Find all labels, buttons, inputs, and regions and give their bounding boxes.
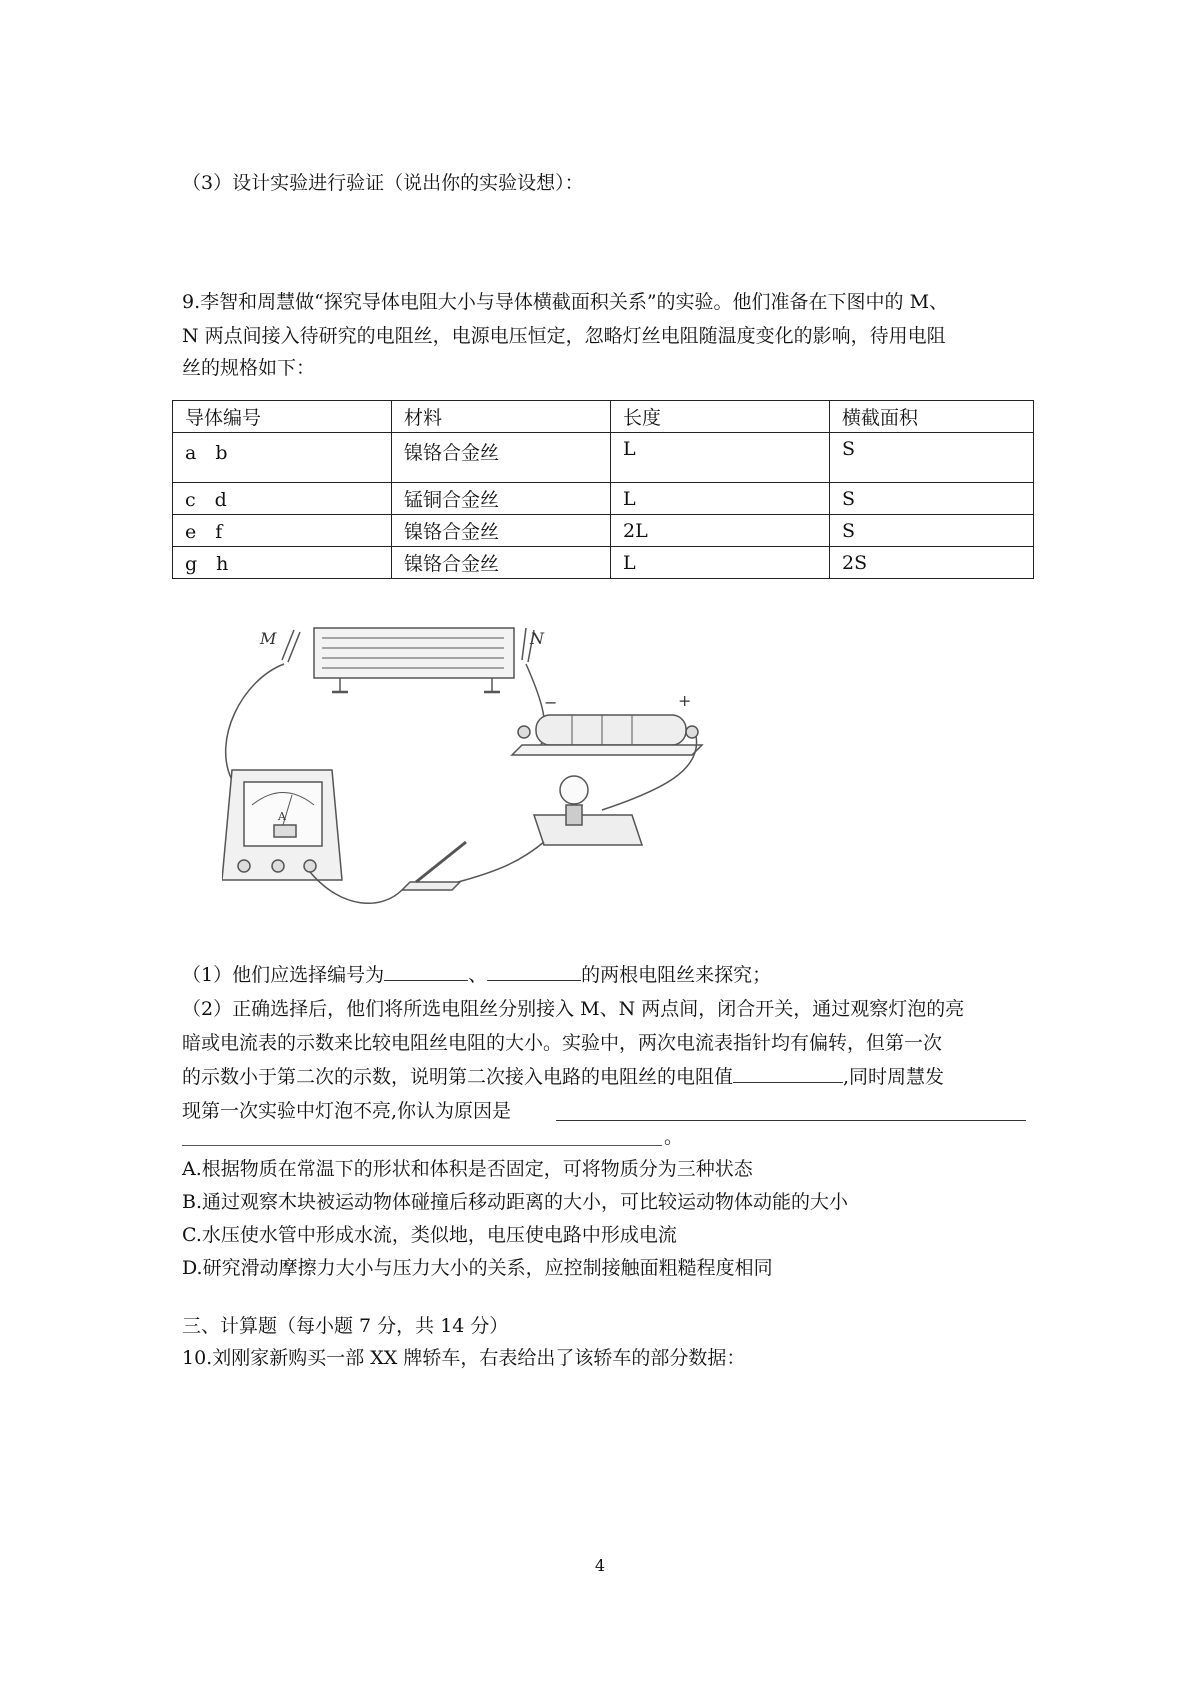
- option-b: B.通过观察木块被运动物体碰撞后移动距离的大小，可比较运动物体动能的大小: [182, 1191, 849, 1213]
- clip-m: [282, 630, 300, 662]
- cell-material: 镍铬合金丝: [392, 433, 611, 483]
- table-row: [173, 547, 1034, 579]
- resistance-wire-table: [172, 400, 1034, 579]
- cell-length: L: [611, 433, 830, 483]
- header-material: 材料: [392, 401, 611, 433]
- wire-left: [226, 664, 284, 780]
- table-row: [173, 483, 1034, 515]
- switch-lever: [416, 842, 466, 882]
- battery: [536, 715, 686, 745]
- answer-blank-4-cont[interactable]: [182, 1145, 662, 1146]
- option-a: A.根据物质在常温下的形状和体积是否固定，可将物质分为三种状态: [182, 1158, 753, 1180]
- option-c: C.水压使水管中形成水流，类似地，电压使电路中形成电流: [182, 1224, 677, 1246]
- q9-part2-line-2: 暗或电流表的示数来比较电阻丝电阻的大小。实验中，两次电流表指针均有偏转，但第一次: [182, 1032, 943, 1054]
- q9-stem-line-2: N 两点间接入待研究的电阻丝，电源电压恒定，忽略灯丝电阻随温度变化的影响，待用电阻: [182, 325, 946, 347]
- switch-base: [402, 882, 460, 890]
- label-ammeter: A: [278, 810, 286, 823]
- cell-area: S: [830, 483, 1034, 515]
- answer-blank-2[interactable]: [487, 962, 581, 981]
- q10-stem: 10.刘刚家新购买一部 XX 牌轿车，右表给出了该轿车的部分数据：: [182, 1347, 746, 1369]
- cell-length: L: [611, 547, 830, 579]
- q9-stem-line-1: 9.李智和周慧做“探究导体电阻大小与导体横截面积关系”的实验。他们准备在下图中的 M、: [182, 291, 949, 313]
- cell-area: 2S: [830, 547, 1034, 579]
- cell-material: 锰铜合金丝: [392, 483, 611, 515]
- cell-length: 2L: [611, 515, 830, 547]
- table-row: [173, 433, 1034, 483]
- q9-part2-line-3: [182, 1064, 944, 1090]
- label-m: M: [260, 629, 277, 648]
- cell-material: 镍铬合金丝: [392, 547, 611, 579]
- answer-blank-1[interactable]: [384, 962, 468, 981]
- q9-part2-line-1: （2）正确选择后，他们将所选电阻丝分别接入 M、N 两点间，闭合开关，通过观察灯泡的亮: [182, 998, 965, 1020]
- cell-length: L: [611, 483, 830, 515]
- cell-id: g h: [173, 547, 392, 579]
- part2-end-mark: 。: [664, 1126, 684, 1148]
- lamp-base: [534, 815, 642, 845]
- cell-id: c d: [173, 483, 392, 515]
- part1-separator: 、: [468, 964, 488, 986]
- table-row: [173, 515, 1034, 547]
- part1-prefix: （1）他们应选择编号为: [182, 964, 385, 986]
- circuit-diagram: [222, 620, 812, 920]
- option-d: D.研究滑动摩擦力大小与压力大小的关系，应控制接触面粗糙程度相同: [182, 1257, 773, 1279]
- cell-material: 镍铬合金丝: [392, 515, 611, 547]
- cell-area: S: [830, 433, 1034, 483]
- page-number: 4: [594, 1556, 606, 1575]
- header-length: 长度: [611, 401, 830, 433]
- answer-blank-4[interactable]: [556, 1100, 1026, 1121]
- table-header-row: [173, 401, 1034, 433]
- label-plus: +: [678, 691, 692, 710]
- cell-area: S: [830, 515, 1034, 547]
- q9-part2-line-4: 现第一次实验中灯泡不亮,你认为原因是: [182, 1100, 512, 1122]
- cell-id: a b: [173, 433, 392, 483]
- part2-line3-prefix: 的示数小于第二次的示数，说明第二次接入电路的电阻丝的电阻值: [182, 1066, 734, 1088]
- label-n: N: [530, 629, 544, 648]
- cell-id: e f: [173, 515, 392, 547]
- part2-line3-suffix: ,同时周慧发: [843, 1066, 945, 1088]
- q9-part1: [182, 962, 771, 988]
- header-id: 导体编号: [173, 401, 392, 433]
- answer-blank-3[interactable]: [733, 1064, 843, 1083]
- label-minus: −: [544, 693, 558, 712]
- q9-stem-line-3: 丝的规格如下：: [182, 357, 316, 379]
- q8-part3-text: （3）设计实验进行验证（说出你的实验设想）：: [182, 172, 584, 194]
- part1-suffix: 的两根电阻丝来探究；: [581, 964, 772, 986]
- header-area: 横截面积: [830, 401, 1034, 433]
- wire-board: [314, 628, 514, 678]
- section3-title: 三、计算题（每小题 7 分，共 14 分）: [182, 1315, 509, 1337]
- lamp-bulb: [560, 776, 588, 804]
